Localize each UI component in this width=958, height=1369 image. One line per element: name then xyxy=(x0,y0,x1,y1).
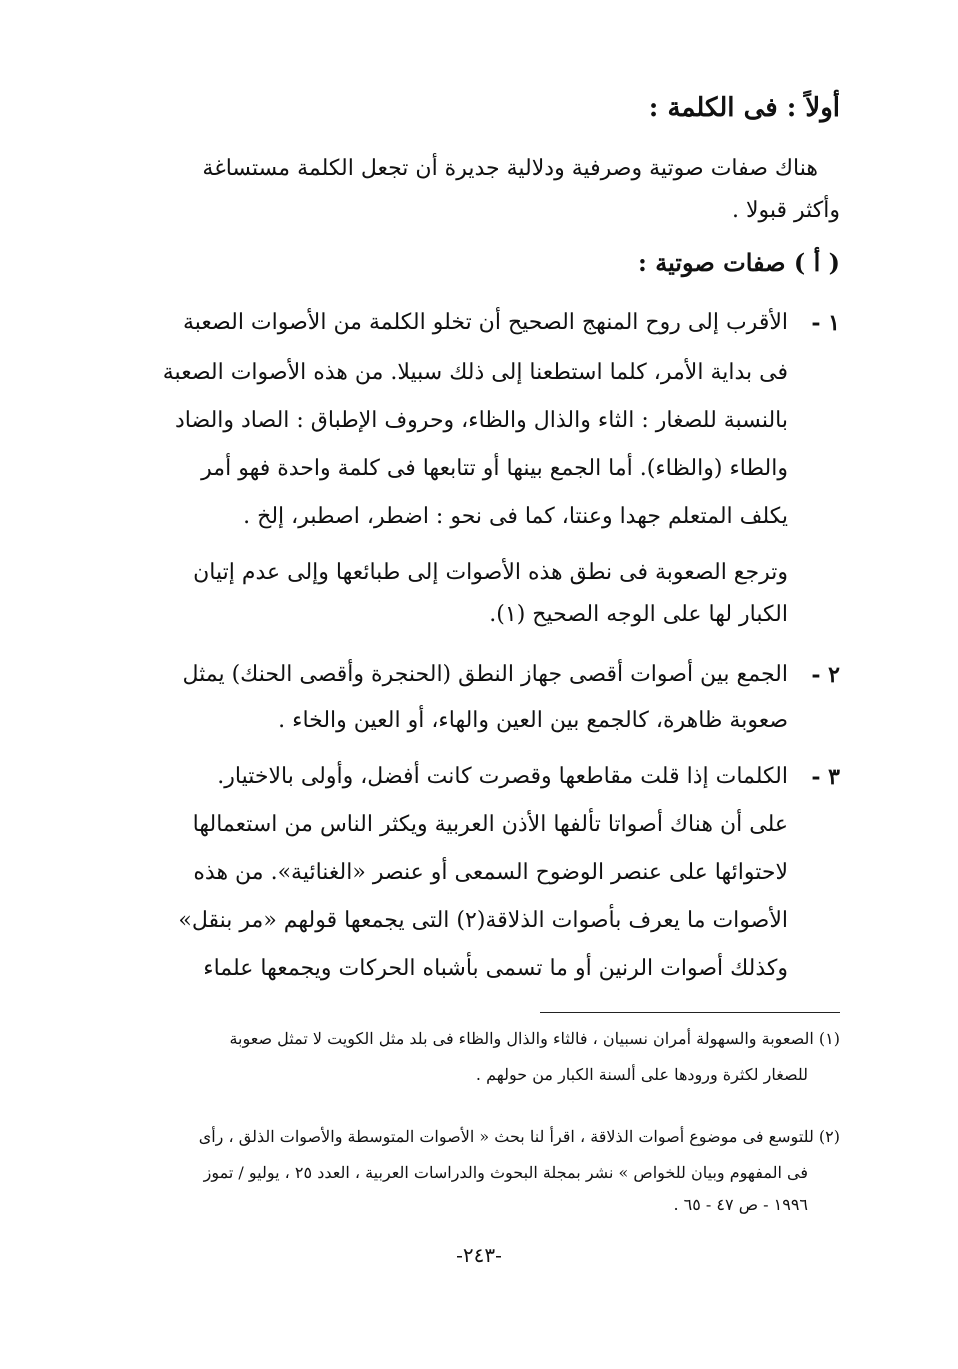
footnote-separator xyxy=(540,1012,840,1013)
footnote-2-line-1: (٢) للتوسع فى موضوع أصوات الذلاقة ، اقرأ لنا بحث « الأصوات المتوسطة والأصوات الذلق ، رأى xyxy=(198,1127,840,1146)
footnote-1-line-1: (١) الصعوبة والسهولة أمران نسبيان ، فالثاء والذال والظاء فى بلد مثل الكويت لا تمثل صعوبة xyxy=(229,1029,840,1048)
item-2-line-2: صعوبة ظاهرة، كالجمع بين العين والهاء، أو العين والخاء . xyxy=(278,708,788,733)
page-number: -٢٤٣- xyxy=(456,1243,502,1267)
item-3-line-3: لاحتوائها على عنصر الوضوح السمعى أو عنصر «الغنائية». من هذه xyxy=(193,860,788,885)
intro-line-2: وأكثر قبولا . xyxy=(731,198,840,223)
item-3-line-2: على أن هناك أصواتا تألفها الأذن العربية ويكثر الناس من استعمالها xyxy=(192,812,788,837)
item-2-line-1: الجمع بين أصوات أقصى جهاز النطق (الحنجرة وأقصى الحنك) يمثل xyxy=(182,662,788,687)
item-1-extra-line-2: الكبار لها على الوجه الصحيح (١). xyxy=(489,602,788,627)
item-2-number: ٢ - xyxy=(811,662,840,688)
subsection-title: ( أ ) صفات صوتية : xyxy=(637,248,840,277)
footnote-1-line-2: للصغار لكثرة ورودها على ألسنة الكبار من حولهم . xyxy=(475,1065,808,1084)
item-3-line-4: الأصوات ما يعرف بأصوات الذلاقة(٢) التى يجمعها قولهم «مر بنقل» xyxy=(178,908,788,933)
item-1-line-1: الأقرب إلى روح المنهج الصحيح أن تخلو الكلمة من الأصوات الصعبة xyxy=(182,310,788,335)
section-title: أولاً : فى الكلمة : xyxy=(648,93,840,123)
footnote-2-line-3: ١٩٩٦ - ص ٤٧ - ٦٥ . xyxy=(673,1195,808,1214)
intro-line-1: هناك صفات صوتية وصرفية ودلالية جديرة أن تجعل الكلمة مستساغة xyxy=(202,156,818,181)
item-1-line-4: والطاء (والظاء). أما الجمع بينها أو تتابعها فى كلمة واحدة فهو أمر xyxy=(201,456,788,481)
item-1-line-2: فى بداية الأمر، كلما استطعنا إلى ذلك سبيلا. من هذه الأصوات الصعبة xyxy=(162,360,788,385)
item-1-line-5: يكلف المتعلم جهدا وعنتا، كما فى نحو : اضطر، اصطبر، إلخ . xyxy=(243,504,788,529)
footnote-2-line-2: فى المفهوم وبيان للخواص » نشر بمجلة البحوث والدراسات العربية ، العدد ٢٥ ، يوليو / تموز xyxy=(203,1163,808,1182)
item-3-number: ٣ - xyxy=(811,764,840,790)
item-3-line-5: وكذلك أصوات الرنين أو ما تسمى بأشباه الحركات ويجمعها علماء xyxy=(203,956,788,981)
item-1-extra-line-1: وترجع الصعوبة فى نطق هذه الأصوات إلى طبائعها وإلى عدم إتيان xyxy=(193,560,788,585)
item-1-number: ١ - xyxy=(811,310,840,336)
item-3-line-1: الكلمات إذا قلت مقاطعها وقصرت كانت أفضل، وأولى بالاختيار. xyxy=(217,764,788,789)
item-1-line-3: بالنسبة للصغار : الثاء والذال والظاء، وحروف الإطباق : الصاد والضاد xyxy=(175,408,788,433)
